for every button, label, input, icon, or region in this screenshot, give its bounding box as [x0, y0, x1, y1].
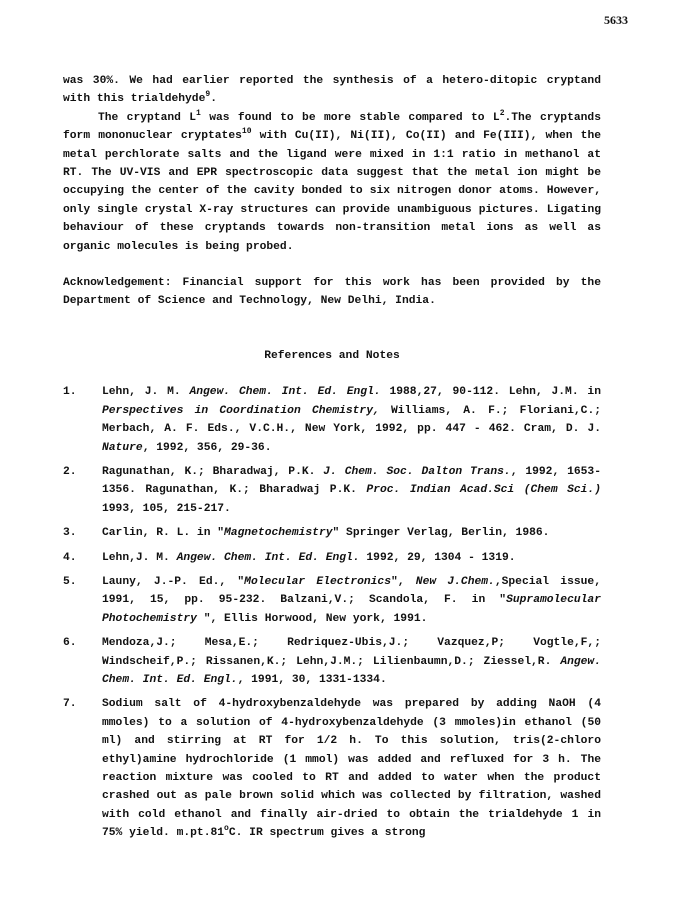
citation-superscript: 10 — [241, 127, 252, 137]
reference-number: 7. — [63, 698, 77, 711]
reference-text-run: Sodium salt of 4-hydroxybenzaldehyde was prepared by adding NaOH (4 mmoles) to a solution of 4-hydroxybenzaldehyde (3 mmoles)in ethanol (50 ml) and stirring at RT for 1/2 h. To this solution, tris(2-chloro ethyl)amine hydrochloride (1 mmol) was added and refluxed for 3 h. The reaction mixture was cooled to RT and added to water when the product crashed out as pale brown solid which was collected by filtration, washed with cold ethanol and finally air-dried to obtain the trialdehyde 1 in 75% yield. m.pt.81 — [102, 698, 601, 840]
reference-text-run: , 1992, 1653-1356. Ragunathan, K.; Bharadwaj P.K. — [102, 465, 601, 497]
text-run: was 30%. We had earlier reported the synthesis of a hetero-ditopic cryptand with this trialdehyde — [63, 75, 601, 106]
reference-italic-run: Supramolecular Photochemistry — [102, 594, 601, 625]
reference-number: 5. — [63, 575, 77, 588]
reference-text-run: 1993, 105, 215-217. — [102, 502, 231, 515]
reference-item — [63, 383, 601, 457]
reference-text-run: C. IR spectrum gives a strong — [228, 827, 426, 840]
reference-italic-run: Magnetochemistry — [224, 527, 333, 540]
reference-italic-run: Angew. Chem. Int. Ed. Engl. — [102, 655, 601, 686]
reference-item — [63, 634, 601, 689]
superscript: 2 — [499, 108, 505, 118]
acknowledgement: Acknowledgement: Financial support for this work has been provided by the Department of Science and Technology, New Delhi, India. — [63, 277, 601, 308]
reference-italic-run: Molecular Electronics — [244, 575, 391, 588]
reference-item — [63, 549, 601, 567]
reference-text-run: Mendoza,J.; Mesa,E.; Redriquez-Ubis,J.; Vazquez,P; Vogtle,F,; Windscheif,P.; Rissanen,K.; Lehn,J.M.; Lilienbaumn,D.; Ziessel,R. — [102, 637, 601, 668]
reference-italic-run: Perspectives in Coordination Chemistry, — [102, 404, 380, 417]
reference-italic-run: Nature — [102, 441, 143, 454]
reference-text-run: 1988,27, 90-112. Lehn, J.M. in — [380, 386, 601, 399]
reference-text-run: " Springer Verlag, Berlin, 1986. — [332, 527, 550, 540]
paragraph-cryptand — [63, 109, 601, 256]
reference-number: 2. — [63, 465, 77, 478]
reference-text-run: Ragunathan, K.; Bharadwaj, P.K. — [102, 465, 324, 478]
reference-text-run: Lehn, J. M. — [102, 386, 190, 399]
paragraph-continuation — [63, 72, 601, 109]
reference-number: 4. — [63, 551, 77, 564]
text-run: was found to be more stable compared to L — [200, 111, 500, 124]
reference-text-run: Williams, A. F.; Floriani,C.; Merbach, A. F. Eds., V.C.H., New York, 1992, pp. 447 - 462. Cram, D. J. — [102, 404, 601, 436]
reference-italic-run: Angew. Chem. Int. Ed. Engl. — [176, 551, 360, 564]
reference-item — [63, 524, 601, 542]
text-run: . — [210, 93, 217, 106]
reference-item — [63, 573, 601, 628]
reference-italic-run: Angew. Chem. Int. Ed. Engl. — [189, 386, 381, 399]
reference-item — [63, 463, 601, 518]
reference-text-run: ,Special issue, 1991, 15, pp. 95-232. Balzani,V.; Scandola, F. in " — [102, 575, 601, 607]
citation-superscript: 9 — [205, 90, 211, 100]
reference-text-run: Lehn,J. M. — [102, 551, 177, 564]
reference-text-run: ", — [391, 575, 416, 588]
text-run: The cryptand L — [98, 111, 197, 124]
reference-text-run: Carlin, R. L. in " — [102, 527, 225, 540]
reference-italic-run: New J.Chem. — [415, 575, 495, 588]
reference-number: 6. — [63, 637, 77, 650]
reference-text-run: , 1991, 30, 1331-1334. — [237, 673, 387, 686]
reference-text-run: 1992, 29, 1304 - 1319. — [359, 551, 516, 564]
reference-text-run: , 1992, 356, 29-36. — [142, 441, 272, 454]
reference-italic-run: J. Chem. Soc. Dalton Trans. — [323, 465, 511, 478]
reference-number: 3. — [63, 527, 77, 540]
reference-number: 1. — [63, 386, 77, 399]
text-run: .The cryptands form mononuclear cryptates — [63, 111, 601, 143]
superscript: 1 — [196, 108, 201, 118]
text-run: with Cu(II), Ni(II), Co(II) and Fe(III), when the metal perchlorate salts and the ligand were mixed in 1:1 ratio in methanol at RT. The UV-VIS and EPR spectroscopic data suggest that the metal ion might be occupying the center of the cavity bonded to six nitrogen donor atoms. However, only single crystal X-ray structures can provide unambiguous pictures. Ligating behaviour of these cryptands towards non-transition metal ions as well as organic molecules is being probed. — [63, 130, 602, 253]
page-number: 5633 — [604, 13, 628, 27]
reference-italic-run: Proc. Indian Acad.Sci (Chem Sci.) — [366, 484, 601, 497]
references-heading: References and Notes — [264, 349, 400, 362]
references-list — [63, 383, 601, 842]
reference-text-run: ", Ellis Horwood, New york, 1991. — [196, 612, 428, 625]
body-text — [63, 72, 601, 849]
reference-text-run: Launy, J.-P. Ed., " — [102, 575, 245, 588]
reference-item — [63, 695, 601, 842]
reference-text-run: o — [224, 824, 229, 834]
